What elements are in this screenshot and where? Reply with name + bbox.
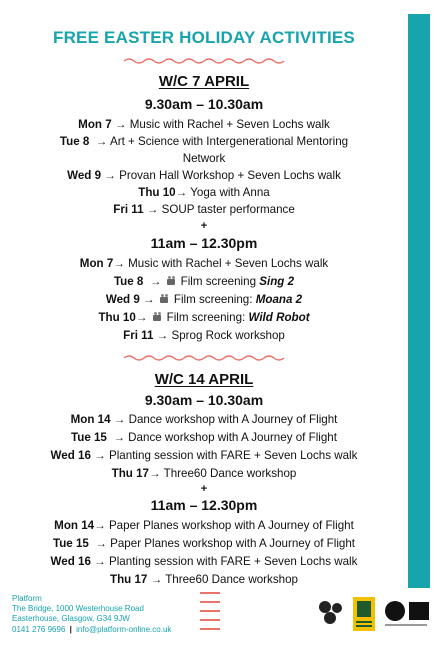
schedule-line: Mon 14 → Dance workshop with A Journey of Flight bbox=[70, 413, 338, 426]
schedule-line: Wed 16 → Planting session with FARE + Seven Lochs walk bbox=[50, 555, 358, 568]
schedule-line: Tue 15 → Paper Planes workshop with A Journey of Flight bbox=[52, 537, 356, 550]
creative-scotland-logo bbox=[383, 600, 433, 630]
schedule-line: Thu 17 → Three60 Dance workshop bbox=[110, 573, 298, 586]
wavy-divider-middle bbox=[124, 354, 286, 362]
schedule-line: Mon 7 → Music with Rachel + Seven Lochs walk bbox=[78, 118, 330, 131]
schedule-line-continued: Network bbox=[182, 152, 226, 165]
footer-contact bbox=[12, 594, 171, 635]
footer-separator: | bbox=[69, 624, 72, 634]
schedule-line: Mon 7→ Music with Rachel + Seven Lochs walk bbox=[79, 257, 329, 270]
glasgow-city-council-logo bbox=[353, 597, 375, 631]
morning-time: 9.30am – 10.30am bbox=[144, 96, 264, 112]
footer-address-line-2: Easterhouse, Glasgow, G34 9JW bbox=[12, 614, 130, 624]
schedule-line: Wed 9 → Provan Hall Workshop + Seven Lochs walk bbox=[67, 169, 341, 182]
schedule-line: Fri 11 → SOUP taster performance bbox=[113, 203, 295, 216]
week-heading: W/C 14 APRIL bbox=[154, 371, 254, 388]
camera-icon bbox=[167, 276, 179, 286]
plus-separator: + bbox=[200, 483, 208, 495]
schedule-line: Tue 8 → Film screening Sing 2 bbox=[113, 275, 295, 288]
page-title: FREE EASTER HOLIDAY ACTIVITIES bbox=[53, 28, 355, 47]
schedule-line: Wed 16 → Planting session with FARE + Seven Lochs walk bbox=[50, 449, 358, 462]
late-time: 11am – 12.30pm bbox=[150, 235, 258, 251]
footer-contact-line bbox=[12, 625, 171, 635]
community-partnership-logo bbox=[316, 598, 346, 628]
decorative-stripes bbox=[200, 592, 220, 637]
schedule-line: Tue 15 → Dance workshop with A Journey of Flight bbox=[71, 431, 337, 444]
schedule-line: Thu 10→ Film screening: Wild Robot bbox=[98, 311, 310, 324]
footer-phone: 0141 276 9696 bbox=[12, 624, 66, 634]
plus-separator: + bbox=[200, 220, 208, 232]
schedule-line: Mon 14→ Paper Planes workshop with A Journey of Flight bbox=[54, 519, 354, 532]
morning-time: 9.30am – 10.30am bbox=[144, 392, 264, 408]
footer-org: Platform bbox=[12, 594, 42, 603]
schedule-line: Tue 8 → Art + Science with Intergenerational Mentoring bbox=[59, 135, 349, 148]
teal-side-bar bbox=[408, 14, 430, 588]
wavy-divider-top bbox=[124, 57, 286, 65]
schedule-line: Fri 11 → Sprog Rock workshop bbox=[123, 329, 285, 342]
footer-email-link[interactable]: info@platform-online.co.uk bbox=[76, 624, 172, 634]
camera-icon bbox=[153, 312, 165, 322]
camera-icon bbox=[160, 294, 172, 304]
week-heading: W/C 7 APRIL bbox=[158, 73, 250, 90]
schedule-line: Wed 9 → Film screening: Moana 2 bbox=[105, 293, 303, 306]
schedule-line: Thu 17→ Three60 Dance workshop bbox=[111, 467, 297, 480]
late-time: 11am – 12.30pm bbox=[150, 497, 258, 513]
footer-address-line-1: The Bridge, 1000 Westerhouse Road bbox=[12, 604, 144, 614]
schedule-line: Thu 10→ Yoga with Anna bbox=[138, 186, 270, 199]
